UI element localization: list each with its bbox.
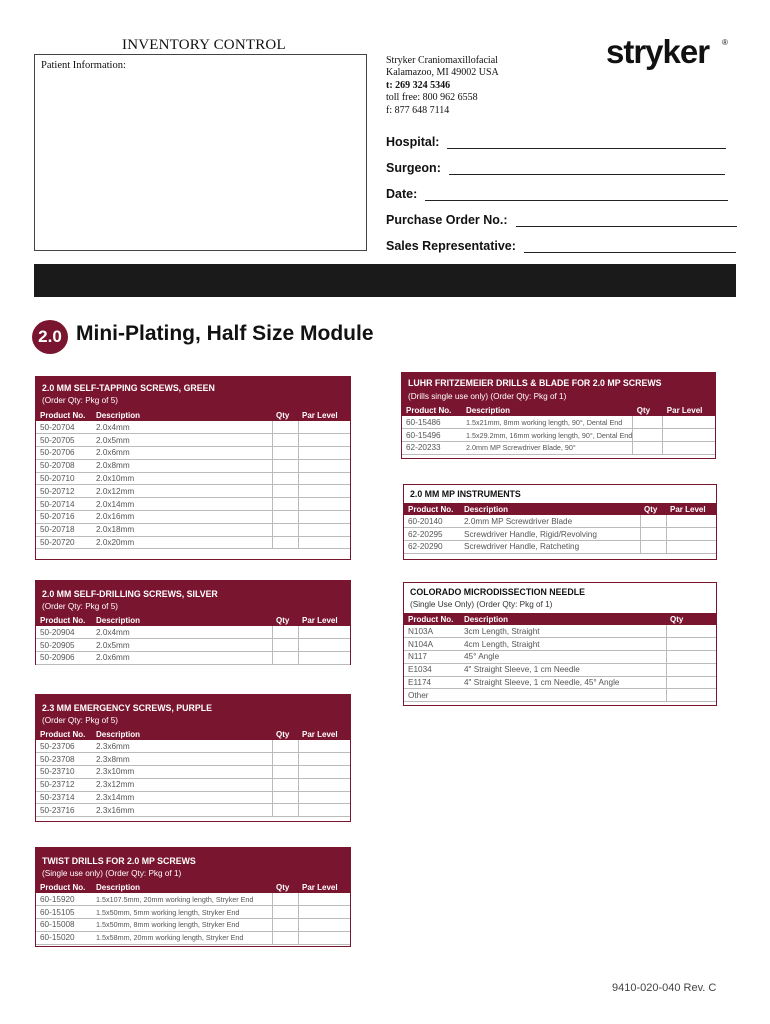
hospital-label: Hospital: [386, 135, 440, 149]
product-no: 60-15496 [402, 429, 462, 442]
description: 4" Straight Sleeve, 1 cm Needle [460, 663, 666, 676]
panel-title: 2.3 MM EMERGENCY SCREWS, PURPLE [42, 703, 212, 713]
col-par-level: Par Level [298, 728, 350, 740]
product-no: 50-20720 [36, 536, 92, 549]
qty-cell[interactable] [666, 663, 716, 676]
product-table [36, 728, 350, 817]
description: 1.5x21mm, 8mm working length, 90°, Dental End [462, 416, 633, 429]
qty-cell[interactable] [272, 498, 298, 511]
panel-title: 2.0 MM SELF-DRILLING SCREWS, SILVER [42, 589, 218, 599]
qty-cell[interactable] [640, 515, 666, 528]
qty-cell[interactable] [272, 778, 298, 791]
par-level-cell[interactable] [298, 459, 350, 472]
description: 2.0x8mm [92, 459, 272, 472]
qty-cell[interactable] [272, 523, 298, 536]
surgeon-input-line[interactable] [449, 163, 725, 175]
par-level-cell[interactable] [663, 429, 715, 442]
description: 2.0x18mm [92, 523, 272, 536]
qty-cell[interactable] [272, 447, 298, 460]
par-level-cell[interactable] [298, 511, 350, 524]
panel-subtitle: (Order Qty: Pkg of 5) [42, 716, 118, 725]
product-no: 50-23712 [36, 778, 92, 791]
description: 2.0x6mm [92, 447, 272, 460]
par-level-cell[interactable] [298, 778, 350, 791]
par-level-cell[interactable] [298, 753, 350, 766]
description: 1.5x50mm, 8mm working length, Stryker End [92, 919, 272, 932]
col-product-no: Product No. [36, 614, 92, 626]
product-no: 50-20904 [36, 626, 92, 639]
table-row [36, 652, 350, 665]
description: 2.0x4mm [92, 626, 272, 639]
par-level-cell[interactable] [666, 515, 716, 528]
product-no: 60-15105 [36, 906, 92, 919]
description: 1.5x50mm, 5mm working length, Stryker End [92, 906, 272, 919]
table-row [404, 625, 716, 638]
description: 2.3x8mm [92, 753, 272, 766]
fax-number: f: 877 648 7114 [386, 104, 450, 116]
section-divider-band [34, 264, 736, 297]
par-level-cell[interactable] [298, 919, 350, 932]
qty-cell[interactable] [272, 536, 298, 549]
table-row [36, 459, 350, 472]
panel-header [402, 373, 715, 404]
table-row [404, 515, 716, 528]
description: 2.3x6mm [92, 740, 272, 753]
par-level-cell[interactable] [298, 639, 350, 652]
par-level-cell[interactable] [298, 931, 350, 944]
par-level-cell[interactable] [298, 421, 350, 434]
qty-cell[interactable] [666, 689, 716, 702]
product-no: 50-20718 [36, 523, 92, 536]
table-row [36, 766, 350, 779]
qty-cell[interactable] [272, 740, 298, 753]
col-description: Description [92, 614, 272, 626]
qty-cell[interactable] [272, 919, 298, 932]
sales-rep-field[interactable] [386, 239, 736, 253]
date-label: Date: [386, 187, 418, 201]
product-no: 50-20706 [36, 447, 92, 460]
par-level-cell[interactable] [663, 416, 715, 429]
qty-cell[interactable] [666, 651, 716, 664]
date-input-line[interactable] [425, 189, 728, 201]
table-row [36, 906, 350, 919]
registered-mark: ® [722, 38, 728, 47]
product-table [402, 404, 715, 455]
description: 2.0x16mm [92, 511, 272, 524]
product-no: 50-20708 [36, 459, 92, 472]
description: 2.0x10mm [92, 472, 272, 485]
par-level-cell[interactable] [298, 906, 350, 919]
product-table [36, 409, 350, 549]
product-no: 50-20716 [36, 511, 92, 524]
panel-header [36, 581, 350, 614]
module-title: Mini-Plating, Half Size Module [76, 322, 374, 345]
table-row [402, 416, 715, 429]
panel-title: 2.0 MM SELF-TAPPING SCREWS, GREEN [42, 383, 215, 393]
par-level-cell[interactable] [663, 442, 715, 455]
qty-cell[interactable] [272, 459, 298, 472]
table-row [404, 541, 716, 554]
address-line-company: Stryker Craniomaxillofacial [386, 55, 498, 66]
col-product-no: Product No. [404, 503, 460, 515]
table-row [404, 638, 716, 651]
qty-cell[interactable] [640, 541, 666, 554]
table-row [404, 676, 716, 689]
product-no: 50-20712 [36, 485, 92, 498]
par-level-cell[interactable] [298, 893, 350, 906]
product-no: 50-20710 [36, 472, 92, 485]
panel-self-drilling-screws-silver [35, 580, 351, 665]
product-no: E1034 [404, 663, 460, 676]
description: 2.0x6mm [92, 652, 272, 665]
panel-header [404, 583, 716, 613]
surgeon-field[interactable] [386, 161, 725, 175]
qty-cell[interactable] [272, 804, 298, 817]
table-row [36, 434, 350, 447]
description: 2.0x12mm [92, 485, 272, 498]
par-level-cell[interactable] [298, 472, 350, 485]
col-description: Description [92, 881, 272, 893]
table-row [404, 528, 716, 541]
col-qty: Qty [272, 409, 298, 421]
col-description: Description [92, 728, 272, 740]
panel-twist-drills [35, 847, 351, 947]
par-level-cell[interactable] [298, 766, 350, 779]
qty-cell[interactable] [272, 766, 298, 779]
panel-subtitle: (Drills single use only) (Order Qty: Pkg of 1) [408, 392, 567, 401]
table-row [36, 740, 350, 753]
panel-mp-instruments [403, 484, 717, 560]
date-field[interactable] [386, 187, 728, 201]
table-row [402, 429, 715, 442]
par-level-cell[interactable] [298, 804, 350, 817]
module-size-badge: 2.0 [32, 320, 68, 354]
panel-subtitle: (Single use only) (Order Qty: Pkg of 1) [42, 869, 182, 878]
table-row [36, 421, 350, 434]
col-description: Description [460, 503, 640, 515]
product-no: 50-23706 [36, 740, 92, 753]
par-level-cell[interactable] [298, 626, 350, 639]
table-row [402, 442, 715, 455]
qty-cell[interactable] [272, 434, 298, 447]
description: 45° Angle [460, 651, 666, 664]
product-table [404, 613, 716, 702]
product-no: 62-20233 [402, 442, 462, 455]
col-product-no: Product No. [36, 728, 92, 740]
panel-title: TWIST DRILLS FOR 2.0 MP SCREWS [42, 856, 196, 866]
description[interactable] [460, 689, 666, 702]
table-row [36, 919, 350, 932]
qty-cell[interactable] [272, 421, 298, 434]
par-level-cell[interactable] [298, 485, 350, 498]
par-level-cell[interactable] [298, 791, 350, 804]
panel-self-tapping-screws-green [35, 376, 351, 560]
phone-number: t: 269 324 5346 [386, 79, 451, 91]
purchase-order-field[interactable] [386, 213, 737, 227]
par-level-cell[interactable] [298, 536, 350, 549]
col-description: Description [92, 409, 272, 421]
panel-header [404, 485, 716, 503]
col-par-level: Par Level [298, 409, 350, 421]
qty-cell[interactable] [640, 528, 666, 541]
description: 1.5x107.5mm, 20mm working length, Stryker End [92, 893, 272, 906]
panel-header [36, 848, 350, 881]
description: 1.5x58mm, 20mm working length, Stryker End [92, 931, 272, 944]
panel-title: 2.0 MM MP INSTRUMENTS [410, 489, 521, 499]
panel-header [36, 695, 350, 728]
product-no: 50-23710 [36, 766, 92, 779]
panel-subtitle: (Order Qty: Pkg of 5) [42, 602, 118, 611]
table-row [36, 893, 350, 906]
product-no: 60-15008 [36, 919, 92, 932]
col-qty: Qty [272, 881, 298, 893]
product-no: E1174 [404, 676, 460, 689]
table-row [404, 651, 716, 664]
qty-cell[interactable] [666, 676, 716, 689]
qty-cell[interactable] [272, 893, 298, 906]
product-no: 50-20905 [36, 639, 92, 652]
product-no: 50-20704 [36, 421, 92, 434]
document-number: 9410-020-040 Rev. C [612, 982, 717, 994]
qty-cell[interactable] [272, 626, 298, 639]
stryker-logo: stryker [606, 33, 710, 70]
col-qty: Qty [272, 728, 298, 740]
qty-cell[interactable] [272, 472, 298, 485]
par-level-cell[interactable] [298, 434, 350, 447]
par-level-cell[interactable] [298, 498, 350, 511]
col-par-level: Par Level [298, 614, 350, 626]
col-product-no: Product No. [36, 409, 92, 421]
table-row [36, 931, 350, 944]
description: 2.0x5mm [92, 639, 272, 652]
description: 2.3x12mm [92, 778, 272, 791]
table-row [36, 498, 350, 511]
col-product-no: Product No. [36, 881, 92, 893]
description: Screwdriver Handle, Ratcheting [460, 541, 640, 554]
panel-emergency-screws-purple [35, 694, 351, 822]
panel-colorado-microdissection-needle [403, 582, 717, 706]
description: 1.5x29.2mm, 16mm working length, 90°, Dental End [462, 429, 633, 442]
product-no: 60-15920 [36, 893, 92, 906]
inventory-control-title: INVENTORY CONTROL [122, 37, 286, 53]
table-row [36, 778, 350, 791]
qty-cell[interactable] [272, 906, 298, 919]
par-level-cell[interactable] [298, 652, 350, 665]
hospital-input-line[interactable] [447, 137, 726, 149]
company-address [386, 55, 499, 117]
product-table [36, 614, 350, 665]
qty-cell[interactable] [272, 652, 298, 665]
sales-rep-label: Sales Representative: [386, 239, 516, 253]
panel-title: LUHR FRITZEMEIER DRILLS & BLADE FOR 2.0 MP SCREWS [408, 378, 662, 388]
product-no: 60-15020 [36, 931, 92, 944]
panel-subtitle: (Single Use Only) (Order Qty: Pkg of 1) [410, 600, 553, 609]
col-qty: Qty [640, 503, 666, 515]
col-par-level: Par Level [663, 404, 715, 416]
par-level-cell[interactable] [666, 528, 716, 541]
par-level-cell[interactable] [298, 447, 350, 460]
table-row [36, 639, 350, 652]
qty-cell[interactable] [272, 791, 298, 804]
product-no: 50-20906 [36, 652, 92, 665]
purchase-order-input-line[interactable] [516, 215, 737, 227]
qty-cell[interactable] [666, 625, 716, 638]
qty-cell[interactable] [666, 638, 716, 651]
description: Screwdriver Handle, Rigid/Revolving [460, 528, 640, 541]
product-no: N103A [404, 625, 460, 638]
description: 2.0mm MP Screwdriver Blade [460, 515, 640, 528]
qty-cell[interactable] [272, 931, 298, 944]
toll-free-number: toll free: 800 962 6558 [386, 92, 478, 104]
panel-header [36, 377, 350, 409]
description: 4cm Length, Straight [460, 638, 666, 651]
product-no: 60-15486 [402, 416, 462, 429]
qty-cell[interactable] [633, 442, 663, 455]
col-par-level: Par Level [666, 503, 716, 515]
product-table [36, 881, 350, 945]
product-no: 50-20705 [36, 434, 92, 447]
product-no: 50-23714 [36, 791, 92, 804]
table-row [36, 791, 350, 804]
col-product-no: Product No. [402, 404, 462, 416]
table-row [36, 804, 350, 817]
qty-cell[interactable] [272, 485, 298, 498]
par-level-cell[interactable] [666, 541, 716, 554]
col-qty: Qty [272, 614, 298, 626]
col-qty: Qty [666, 613, 716, 625]
patient-information-box[interactable] [34, 54, 367, 251]
qty-cell[interactable] [272, 753, 298, 766]
description: 2.0mm MP Screwdriver Blade, 90° [462, 442, 633, 455]
col-description: Description [462, 404, 633, 416]
description: 2.0x5mm [92, 434, 272, 447]
product-no: 62-20295 [404, 528, 460, 541]
panel-luhr-fritzemeier-drills [401, 372, 716, 459]
col-par-level: Par Level [298, 881, 350, 893]
patient-information-label: Patient Information: [41, 60, 126, 71]
surgeon-label: Surgeon: [386, 161, 441, 175]
par-level-cell[interactable] [298, 740, 350, 753]
description: 2.0x20mm [92, 536, 272, 549]
table-row [36, 523, 350, 536]
product-no: N117 [404, 651, 460, 664]
qty-cell[interactable] [272, 639, 298, 652]
par-level-cell[interactable] [298, 523, 350, 536]
product-no: 62-20290 [404, 541, 460, 554]
qty-cell[interactable] [272, 511, 298, 524]
table-row [36, 485, 350, 498]
description: 3cm Length, Straight [460, 625, 666, 638]
address-line-city: Kalamazoo, MI 49002 USA [386, 67, 499, 79]
table-row [404, 663, 716, 676]
product-no: 60-20140 [404, 515, 460, 528]
table-row [36, 536, 350, 549]
table-row [36, 626, 350, 639]
product-no: 50-23708 [36, 753, 92, 766]
description: 2.3x16mm [92, 804, 272, 817]
col-product-no: Product No. [404, 613, 460, 625]
description: 2.3x10mm [92, 766, 272, 779]
qty-cell[interactable] [633, 429, 663, 442]
product-no: Other [404, 689, 460, 702]
table-row [404, 689, 716, 702]
table-row [36, 472, 350, 485]
product-no: N104A [404, 638, 460, 651]
table-row [36, 753, 350, 766]
col-qty: Qty [633, 404, 663, 416]
table-row [36, 447, 350, 460]
sales-rep-input-line[interactable] [524, 241, 736, 253]
description: 2.0x14mm [92, 498, 272, 511]
hospital-field[interactable] [386, 135, 726, 149]
table-row [36, 511, 350, 524]
panel-subtitle: (Order Qty: Pkg of 5) [42, 396, 118, 405]
panel-title: COLORADO MICRODISSECTION NEEDLE [410, 587, 585, 597]
qty-cell[interactable] [633, 416, 663, 429]
purchase-order-label: Purchase Order No.: [386, 213, 508, 227]
product-no: 50-20714 [36, 498, 92, 511]
col-description: Description [460, 613, 666, 625]
description: 4" Straight Sleeve, 1 cm Needle, 45° Angle [460, 676, 666, 689]
product-no: 50-23716 [36, 804, 92, 817]
product-table [404, 503, 716, 554]
description: 2.0x4mm [92, 421, 272, 434]
description: 2.3x14mm [92, 791, 272, 804]
